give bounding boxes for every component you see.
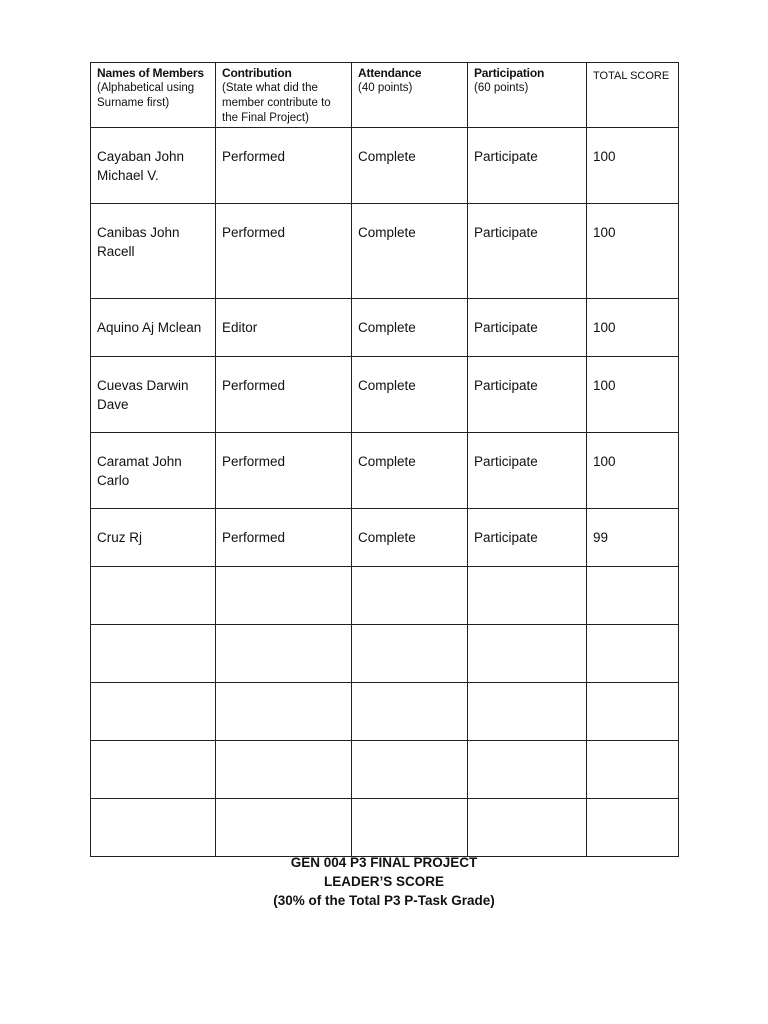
header-participation-title: Participation	[474, 66, 545, 80]
member-attendance: Complete	[358, 530, 416, 545]
member-contribution-cell	[216, 357, 352, 433]
member-attendance-cell	[352, 204, 468, 299]
header-names-cell	[91, 63, 216, 128]
member-attendance: Complete	[358, 378, 416, 393]
header-names-title: Names of Members	[97, 66, 204, 80]
member-contribution	[222, 802, 346, 818]
member-total-score: 100	[593, 320, 616, 335]
member-participation: Participate	[474, 530, 538, 545]
member-contribution: Editor	[222, 320, 258, 335]
member-participation-cell	[468, 204, 587, 299]
member-contribution	[222, 686, 346, 702]
table-row	[91, 567, 679, 625]
member-attendance-cell	[352, 299, 468, 357]
table-row	[91, 128, 679, 204]
table-row	[91, 433, 679, 509]
member-participation: Participate	[474, 149, 538, 164]
table-row	[91, 741, 679, 799]
member-contribution-cell	[216, 799, 352, 857]
member-participation: Participate	[474, 378, 538, 393]
member-name: Aquino Aj Mclean	[97, 320, 202, 335]
member-total-score: 100	[593, 454, 616, 469]
member-attendance: Complete	[358, 225, 416, 240]
member-total-score-cell	[587, 299, 679, 357]
member-name	[97, 802, 210, 818]
member-total-score-cell	[587, 128, 679, 204]
table-row	[91, 204, 679, 299]
document-footer-title	[0, 853, 768, 910]
member-contribution: Performed	[222, 530, 286, 545]
member-name	[97, 628, 210, 644]
member-attendance-cell	[352, 625, 468, 683]
member-attendance-cell	[352, 567, 468, 625]
member-participation-cell	[468, 741, 587, 799]
member-name-cell	[91, 567, 216, 625]
member-total-score: 99	[593, 530, 609, 545]
member-contribution	[222, 570, 346, 586]
member-name-cell	[91, 357, 216, 433]
member-participation-cell	[468, 357, 587, 433]
member-name: Canibas John Racell	[97, 225, 180, 259]
member-participation-cell	[468, 299, 587, 357]
table-header-row	[91, 63, 679, 128]
member-name-cell	[91, 433, 216, 509]
member-name-cell	[91, 299, 216, 357]
member-total-score-cell	[587, 683, 679, 741]
member-attendance: Complete	[358, 454, 416, 469]
member-name-cell	[91, 625, 216, 683]
member-total-score	[593, 686, 673, 702]
member-total-score-cell	[587, 741, 679, 799]
header-attendance-subtitle: (40 points)	[358, 82, 413, 94]
table-row	[91, 799, 679, 857]
member-name-cell	[91, 799, 216, 857]
member-participation	[474, 802, 581, 818]
member-contribution-cell	[216, 509, 352, 567]
member-contribution-cell	[216, 567, 352, 625]
member-attendance-cell	[352, 433, 468, 509]
member-attendance: Complete	[358, 320, 416, 335]
member-attendance	[358, 744, 462, 760]
member-contribution-cell	[216, 433, 352, 509]
member-total-score-cell	[587, 567, 679, 625]
member-name-cell	[91, 128, 216, 204]
member-attendance-cell	[352, 128, 468, 204]
member-contribution	[222, 628, 346, 644]
header-participation-subtitle: (60 points)	[474, 82, 529, 94]
table-row	[91, 683, 679, 741]
member-contribution-cell	[216, 741, 352, 799]
member-attendance: Complete	[358, 149, 416, 164]
header-total-title: TOTAL SCORE	[593, 70, 670, 82]
member-participation-cell	[468, 799, 587, 857]
member-name	[97, 570, 210, 586]
member-total-score-cell	[587, 509, 679, 567]
member-total-score: 100	[593, 225, 616, 240]
member-attendance-cell	[352, 683, 468, 741]
member-total-score	[593, 628, 673, 644]
table-body	[91, 128, 679, 857]
table-row	[91, 357, 679, 433]
member-contribution-cell	[216, 625, 352, 683]
member-participation	[474, 686, 581, 702]
member-participation-cell	[468, 128, 587, 204]
footer-line-percentage: (30% of the Total P3 P-Task Grade)	[273, 893, 495, 908]
table-row	[91, 509, 679, 567]
member-name-cell	[91, 204, 216, 299]
member-attendance	[358, 570, 462, 586]
member-name: Cayaban John Michael V.	[97, 149, 185, 183]
leader-score-table	[90, 62, 679, 857]
member-total-score-cell	[587, 625, 679, 683]
member-participation: Participate	[474, 454, 538, 469]
member-total-score	[593, 570, 673, 586]
member-total-score	[593, 744, 673, 760]
member-participation-cell	[468, 509, 587, 567]
member-total-score-cell	[587, 433, 679, 509]
member-attendance-cell	[352, 509, 468, 567]
member-contribution: Performed	[222, 378, 286, 393]
member-contribution-cell	[216, 299, 352, 357]
member-total-score: 100	[593, 149, 616, 164]
member-contribution	[222, 744, 346, 760]
header-attendance-cell	[352, 63, 468, 128]
footer-line-project: GEN 004 P3 FINAL PROJECT	[290, 855, 478, 870]
member-contribution-cell	[216, 683, 352, 741]
member-total-score: 100	[593, 378, 616, 393]
member-name-cell	[91, 509, 216, 567]
member-name-cell	[91, 741, 216, 799]
member-participation-cell	[468, 683, 587, 741]
member-participation	[474, 628, 581, 644]
member-total-score-cell	[587, 204, 679, 299]
member-attendance	[358, 628, 462, 644]
header-contribution-cell	[216, 63, 352, 128]
member-name: Caramat John Carlo	[97, 454, 182, 488]
table-row	[91, 625, 679, 683]
member-name: Cruz Rj	[97, 530, 143, 545]
member-contribution-cell	[216, 128, 352, 204]
footer-line-score: LEADER’S SCORE	[323, 874, 445, 889]
member-attendance	[358, 802, 462, 818]
member-participation: Participate	[474, 320, 538, 335]
member-contribution: Performed	[222, 149, 286, 164]
member-attendance-cell	[352, 741, 468, 799]
member-participation	[474, 570, 581, 586]
member-attendance-cell	[352, 799, 468, 857]
member-participation-cell	[468, 433, 587, 509]
header-contribution-title: Contribution	[222, 66, 292, 80]
member-total-score-cell	[587, 799, 679, 857]
header-names-subtitle: (Alphabetical using Surname first)	[97, 82, 195, 109]
member-total-score	[593, 802, 673, 818]
header-attendance-title: Attendance	[358, 66, 422, 80]
member-total-score-cell	[587, 357, 679, 433]
member-name	[97, 686, 210, 702]
member-participation-cell	[468, 567, 587, 625]
member-attendance-cell	[352, 357, 468, 433]
member-contribution-cell	[216, 204, 352, 299]
member-contribution: Performed	[222, 454, 286, 469]
member-participation: Participate	[474, 225, 538, 240]
table-row	[91, 299, 679, 357]
header-contribution-subtitle: (State what did the member contribute to the Final Project)	[222, 82, 331, 124]
member-attendance	[358, 686, 462, 702]
member-name-cell	[91, 683, 216, 741]
header-total-cell	[587, 63, 679, 128]
member-participation-cell	[468, 625, 587, 683]
member-contribution: Performed	[222, 225, 286, 240]
member-participation	[474, 744, 581, 760]
member-name	[97, 744, 210, 760]
member-name: Cuevas Darwin Dave	[97, 378, 189, 412]
header-participation-cell	[468, 63, 587, 128]
